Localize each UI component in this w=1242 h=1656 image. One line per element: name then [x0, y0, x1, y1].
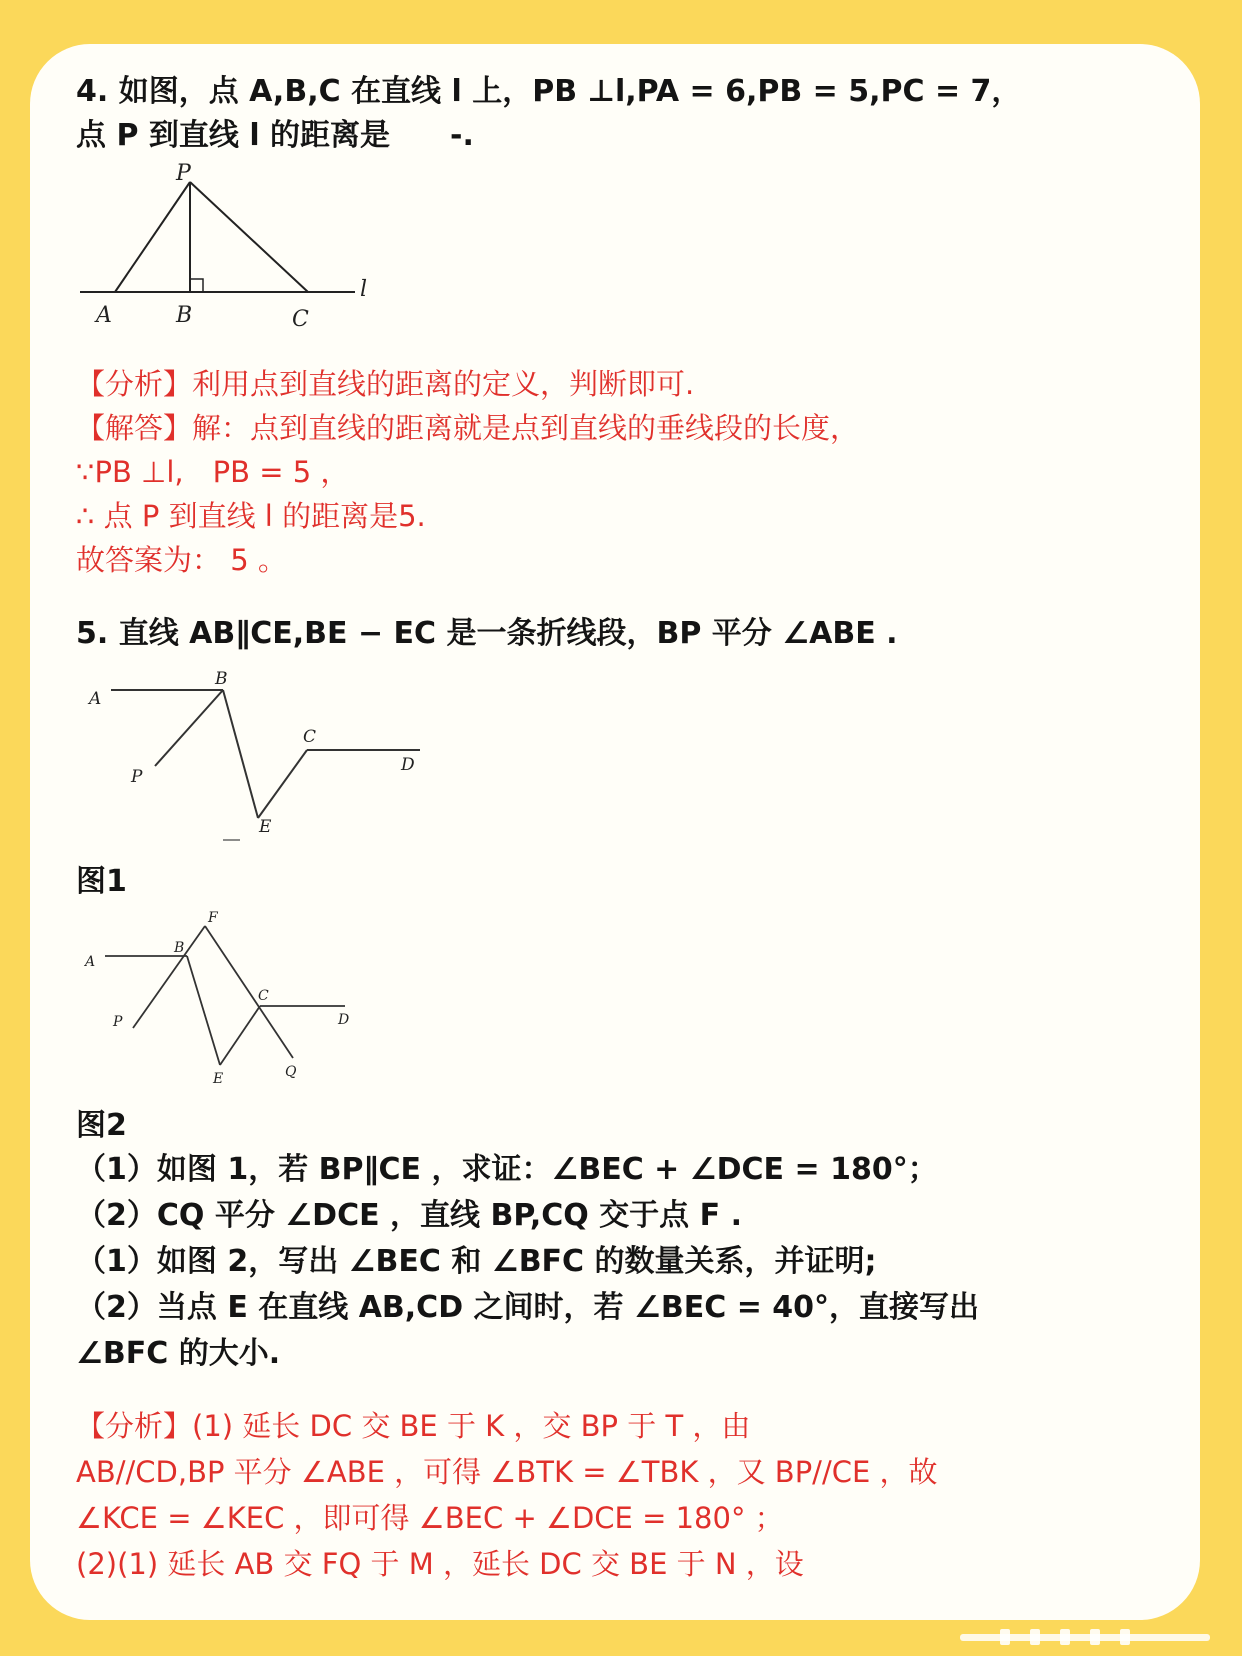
q5-analysis-3: ∠KCE = ∠KEC ，即可得 ∠BEC + ∠DCE = 180° ； — [76, 1501, 784, 1535]
q5-figure-1 — [75, 660, 435, 850]
q4-answer-2: ∵PB ⊥l, PB = 5 ， — [76, 455, 350, 489]
q5-fig1-label-p: P — [131, 767, 143, 787]
q5-fig1-caption: 图1 — [76, 864, 127, 899]
q5-part2-1: （1）如图 2，写出 ∠BEC 和 ∠BFC 的数量关系，并证明; — [76, 1244, 877, 1279]
q5-fig1-label-b: B — [215, 669, 228, 689]
q5-part1: （1）如图 1，若 BP∥CE ，求证：∠BEC + ∠DCE = 180°； — [76, 1152, 938, 1187]
q4-label-a: A — [96, 303, 112, 328]
q5-fig2-label-a: A — [85, 954, 96, 970]
q5-fig1-label-c: C — [303, 727, 317, 747]
q5-analysis-1: 【分析】(1) 延长 DC 交 BE 于 K ，交 BP 于 T ，由 — [76, 1409, 751, 1443]
q5-fig1-label-e: E — [259, 817, 272, 837]
q5-part2-2b: ∠BFC 的大小. — [76, 1336, 281, 1371]
q5-fig2-label-p: P — [113, 1014, 123, 1030]
q5-fig1-label-d: D — [401, 755, 415, 775]
q5-analysis-4: (2)(1) 延长 AB 交 FQ 于 M ，延长 DC 交 BE 于 N ，设 — [76, 1547, 804, 1581]
q5-fig2-label-d: D — [338, 1012, 350, 1028]
q4-answer-4: 故答案为： 5 。 — [76, 543, 287, 577]
q4-line1: 4. 如图，点 A,B,C 在直线 l 上，PB ⊥l,PA = 6,PB = 5,PC = 7， — [76, 74, 1022, 109]
q4-line2: 点 P 到直线 l 的距离是 -. — [76, 118, 474, 153]
q4-figure — [70, 160, 410, 350]
q5-fig2-label-f: F — [208, 910, 218, 926]
q4-label-c: C — [292, 307, 309, 332]
q4-analysis: 【分析】利用点到直线的距离的定义，判断即可. — [76, 367, 695, 401]
q4-label-p: P — [176, 161, 191, 186]
q4-answer-3: ∴ 点 P 到直线 l 的距离是5. — [76, 499, 426, 533]
q4-label-b: B — [176, 303, 193, 328]
q5-fig2-label-e: E — [213, 1071, 224, 1087]
q5-figure-2 — [75, 900, 375, 1090]
q4-answer-1: 【解答】解：点到直线的距离就是点到直线的垂线段的长度， — [76, 411, 860, 445]
q4-label-l: l — [360, 277, 368, 302]
q5-fig2-caption: 图2 — [76, 1108, 127, 1143]
q5-line1: 5. 直线 AB∥CE,BE − EC 是一条折线段，BP 平分 ∠ABE . — [76, 616, 898, 651]
q5-fig1-label-a: A — [89, 689, 102, 709]
watermark-bar-icon — [960, 1628, 1210, 1646]
q5-part2: （2）CQ 平分 ∠DCE ，直线 BP,CQ 交于点 F . — [76, 1198, 742, 1233]
q5-analysis-2: AB//CD,BP 平分 ∠ABE ，可得 ∠BTK = ∠TBK ，又 BP//CE ，故 — [76, 1455, 938, 1489]
q5-part2-2: （2）当点 E 在直线 AB,CD 之间时，若 ∠BEC = 40°，直接写出 — [76, 1290, 980, 1325]
q5-fig2-label-c: C — [258, 988, 269, 1004]
q5-fig2-label-q: Q — [285, 1064, 297, 1080]
q5-fig2-label-b: B — [174, 940, 185, 956]
